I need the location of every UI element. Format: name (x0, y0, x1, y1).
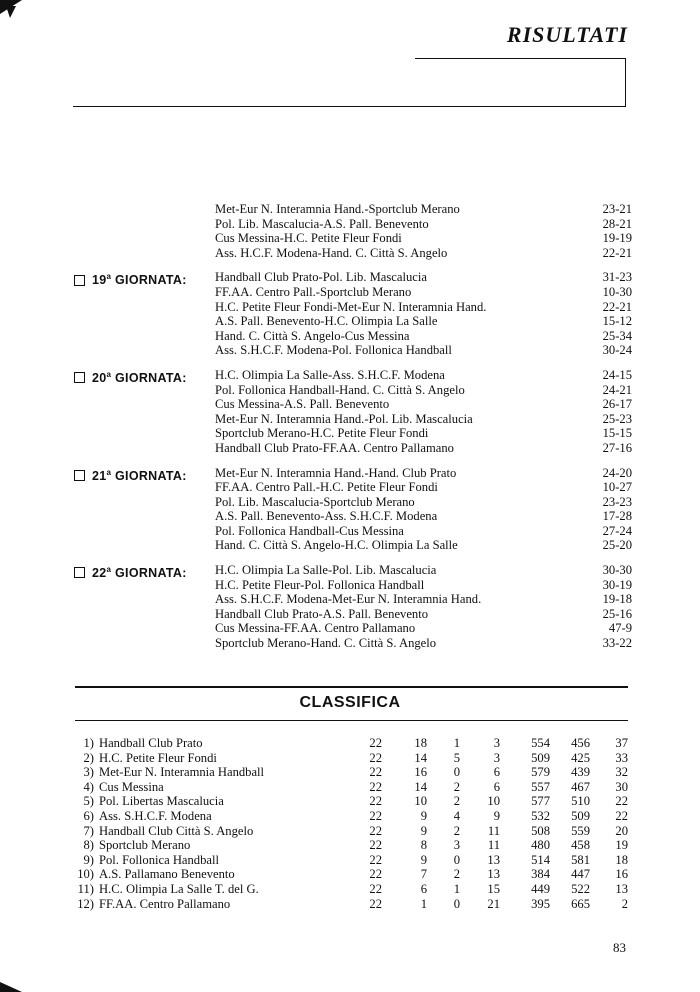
giornata-ordinal: a (106, 369, 112, 379)
match-score: 31-23 (602, 270, 632, 285)
standing-won: 14 (414, 779, 427, 794)
match-teams: H.C. Petite Fleur Fondi-Met-Eur N. Interamnia Hand. (215, 299, 487, 314)
standing-rank: 6) (83, 808, 94, 823)
standing-goals-for: 395 (531, 896, 550, 911)
checkbox-square-icon (74, 470, 85, 481)
standing-team: Ass. S.H.C.F. Modena (99, 808, 212, 823)
header-frame-top (415, 58, 626, 59)
standing-goals-for: 508 (531, 823, 550, 838)
giornata-label (74, 368, 187, 386)
standing-won: 16 (414, 765, 427, 780)
giornata-label (74, 563, 187, 581)
giornata-block (72, 368, 632, 456)
match-score: 28-21 (602, 216, 632, 231)
standing-team: Met-Eur N. Interamnia Handball (99, 765, 265, 780)
standing-won: 9 (420, 808, 427, 823)
giornata-ordinal: a (106, 272, 112, 282)
standing-goals-against: 458 (571, 838, 590, 853)
match-teams: A.S. Pall. Benevento-H.C. Olimpia La Salle (215, 314, 438, 329)
standing-won: 14 (414, 750, 427, 765)
standing-played: 22 (369, 852, 382, 867)
match-row (72, 426, 632, 441)
match-row (72, 217, 632, 232)
standing-played: 22 (369, 823, 382, 838)
match-score: 19-19 (602, 231, 632, 246)
classifica-title: CLASSIFICA (299, 694, 401, 711)
standing-rank: 4) (83, 779, 94, 794)
giornata-block (72, 270, 632, 358)
standing-played: 22 (369, 736, 382, 750)
classifica-rule-top (75, 686, 628, 688)
standing-goals-against: 447 (571, 867, 590, 882)
standing-points: 2 (621, 896, 628, 911)
standing-rank: 3) (83, 765, 94, 780)
standing-goals-against: 559 (571, 823, 590, 838)
standing-rank: 7) (83, 823, 94, 838)
standing-goals-against: 456 (571, 736, 590, 750)
standing-points: 13 (615, 881, 628, 896)
standing-points: 33 (615, 750, 628, 765)
match-teams: Ass. H.C.F. Modena-Hand. C. Città S. Angelo (215, 245, 448, 260)
standing-lost: 3 (493, 750, 500, 765)
standing-won: 9 (420, 852, 427, 867)
standing-drawn: 4 (453, 808, 460, 823)
giornata-label (74, 466, 187, 484)
match-score: 22-21 (602, 245, 632, 260)
standing-goals-against: 425 (571, 750, 590, 765)
giornata-word: GIORNATA: (111, 468, 187, 483)
page-header-title: RISULTATI (506, 22, 628, 47)
match-score: 24-21 (602, 382, 632, 397)
giornata-word: GIORNATA: (111, 566, 187, 581)
match-score: 24-20 (602, 465, 632, 480)
standing-goals-against: 467 (571, 779, 590, 794)
standing-rank: 12) (77, 896, 94, 911)
giornata-number: 19 (92, 273, 107, 288)
match-score: 27-16 (602, 440, 632, 455)
table-row (72, 809, 632, 824)
standing-goals-against: 665 (571, 896, 590, 911)
standing-played: 22 (369, 808, 382, 823)
standing-lost: 13 (487, 852, 500, 867)
standing-lost: 6 (493, 779, 500, 794)
standing-drawn: 3 (453, 838, 460, 853)
match-score: 30-30 (602, 563, 632, 578)
standing-goals-against: 510 (571, 794, 590, 809)
match-teams: Hand. C. Città S. Angelo-H.C. Olimpia La Salle (215, 538, 458, 553)
standing-goals-for: 532 (531, 808, 550, 823)
standing-points: 22 (615, 808, 628, 823)
standing-played: 22 (369, 838, 382, 853)
match-score: 19-18 (602, 592, 632, 607)
match-row (72, 495, 632, 510)
header-frame-bottom (73, 106, 626, 107)
match-teams: H.C. Olimpia La Salle-Pol. Lib. Mascalucia (215, 563, 437, 578)
giornata-ordinal: a (106, 565, 112, 575)
standing-team: H.C. Petite Fleur Fondi (99, 750, 217, 765)
standing-points: 19 (615, 838, 628, 853)
match-teams: Sportclub Merano-Hand. C. Città S. Angelo (215, 636, 437, 651)
checkbox-square-icon (74, 275, 85, 286)
standing-points: 22 (615, 794, 628, 809)
standing-rank: 1) (83, 736, 94, 750)
match-row (72, 509, 632, 524)
standing-drawn: 2 (453, 867, 460, 882)
standing-drawn: 2 (453, 794, 460, 809)
match-teams: Pol. Follonica Handball-Hand. C. Città S. Angelo (215, 382, 465, 397)
match-row (72, 636, 632, 651)
checkbox-square-icon (74, 567, 85, 578)
match-score: 25-23 (602, 411, 632, 426)
giornata-word: GIORNATA: (111, 371, 187, 386)
standing-points: 30 (615, 779, 628, 794)
match-score: 26-17 (602, 397, 632, 412)
match-row (72, 246, 632, 261)
match-score: 25-20 (602, 538, 632, 553)
standing-team: H.C. Olimpia La Salle T. del G. (99, 881, 259, 896)
standing-won: 18 (414, 736, 427, 750)
match-teams: Pol. Follonica Handball-Cus Messina (215, 523, 404, 538)
standing-team: Pol. Follonica Handball (99, 852, 219, 867)
match-teams: H.C. Petite Fleur-Pol. Follonica Handball (215, 577, 425, 592)
results-section (72, 202, 632, 661)
standing-goals-for: 480 (531, 838, 550, 853)
standing-goals-against: 439 (571, 765, 590, 780)
standing-lost: 11 (487, 838, 500, 853)
match-teams: H.C. Olimpia La Salle-Ass. S.H.C.F. Modena (215, 367, 445, 382)
standing-team: Handball Club Città S. Angelo (99, 823, 254, 838)
standing-drawn: 1 (453, 881, 460, 896)
standing-played: 22 (369, 794, 382, 809)
match-row (72, 441, 632, 456)
match-row (72, 607, 632, 622)
standing-team: FF.AA. Centro Pallamano (99, 896, 231, 911)
match-row (72, 397, 632, 412)
match-row (72, 621, 632, 636)
standing-won: 10 (414, 794, 427, 809)
match-teams: Cus Messina-A.S. Pall. Benevento (215, 397, 390, 412)
standing-drawn: 0 (453, 765, 460, 780)
standing-played: 22 (369, 867, 382, 882)
standing-team: Handball Club Prato (99, 736, 203, 750)
standing-goals-for: 579 (531, 765, 550, 780)
standing-rank: 11) (77, 881, 94, 896)
table-row (72, 765, 632, 780)
table-row (72, 794, 632, 809)
standing-goals-for: 554 (531, 736, 550, 750)
standing-points: 18 (615, 852, 628, 867)
giornata-ordinal: a (106, 467, 112, 477)
standing-goals-against: 522 (571, 881, 590, 896)
match-row (72, 202, 632, 217)
standing-drawn: 1 (453, 736, 460, 750)
standing-team: A.S. Pallamano Benevento (99, 867, 235, 882)
match-score: 25-16 (602, 606, 632, 621)
standing-drawn: 0 (453, 852, 460, 867)
match-row (72, 300, 632, 315)
table-row (72, 838, 632, 853)
match-row (72, 329, 632, 344)
standing-won: 7 (420, 867, 427, 882)
match-score: 47-9 (608, 621, 632, 636)
standing-points: 16 (615, 867, 628, 882)
match-score: 30-24 (602, 343, 632, 358)
standing-goals-for: 449 (531, 881, 550, 896)
standing-lost: 3 (493, 736, 500, 750)
standing-drawn: 0 (453, 896, 460, 911)
standing-lost: 10 (487, 794, 500, 809)
standing-drawn: 2 (453, 779, 460, 794)
corner-mark-bottom (0, 982, 22, 992)
giornata-block (72, 202, 632, 260)
standing-lost: 6 (493, 765, 500, 780)
match-row (72, 231, 632, 246)
standing-won: 8 (420, 838, 427, 853)
giornata-number: 21 (92, 468, 107, 483)
match-teams: Cus Messina-FF.AA. Centro Pallamano (215, 621, 416, 636)
standing-played: 22 (369, 779, 382, 794)
match-teams: Cus Messina-H.C. Petite Fleur Fondi (215, 231, 402, 246)
match-score: 30-19 (602, 577, 632, 592)
match-score: 15-12 (602, 314, 632, 329)
giornata-number: 22 (92, 566, 107, 581)
match-row (72, 524, 632, 539)
table-row (72, 824, 632, 839)
standing-won: 1 (420, 896, 427, 911)
standing-lost: 21 (487, 896, 500, 911)
match-teams: FF.AA. Centro Pall.-H.C. Petite Fleur Fondi (215, 480, 438, 495)
match-row (72, 343, 632, 358)
standing-rank: 8) (83, 838, 94, 853)
match-teams: Handball Club Prato-Pol. Lib. Mascalucia (215, 270, 427, 285)
checkbox-square-icon (74, 372, 85, 383)
standing-won: 6 (420, 881, 427, 896)
standing-rank: 9) (83, 852, 94, 867)
match-teams: FF.AA. Centro Pall.-Sportclub Merano (215, 284, 412, 299)
match-teams: Met-Eur N. Interamnia Hand.-Pol. Lib. Mascalucia (215, 411, 473, 426)
standing-goals-for: 384 (531, 867, 550, 882)
table-row (72, 867, 632, 882)
header-frame-right (625, 58, 626, 106)
match-teams: Met-Eur N. Interamnia Hand.-Sportclub Merano (215, 202, 460, 216)
table-row (72, 780, 632, 795)
standing-team: Pol. Libertas Mascalucia (99, 794, 224, 809)
standing-lost: 11 (487, 823, 500, 838)
match-teams: Hand. C. Città S. Angelo-Cus Messina (215, 328, 410, 343)
match-teams: Met-Eur N. Interamnia Hand.-Hand. Club Prato (215, 465, 457, 480)
match-score: 25-34 (602, 328, 632, 343)
match-teams: A.S. Pall. Benevento-Ass. S.H.C.F. Modena (215, 509, 438, 524)
match-teams: Pol. Lib. Mascalucia-Sportclub Merano (215, 494, 415, 509)
table-row (72, 853, 632, 868)
standing-played: 22 (369, 750, 382, 765)
giornata-number: 20 (92, 371, 107, 386)
standing-rank: 2) (83, 750, 94, 765)
standing-won: 9 (420, 823, 427, 838)
giornata-word: GIORNATA: (111, 273, 187, 288)
standing-lost: 13 (487, 867, 500, 882)
standing-rank: 5) (83, 794, 94, 809)
match-score: 10-30 (602, 284, 632, 299)
match-row (72, 592, 632, 607)
standing-goals-for: 577 (531, 794, 550, 809)
match-row (72, 412, 632, 427)
match-score: 23-21 (602, 202, 632, 216)
standing-points: 32 (615, 765, 628, 780)
match-teams: Ass. S.H.C.F. Modena-Met-Eur N. Interamnia Hand. (215, 592, 482, 607)
giornata-block (72, 563, 632, 651)
standing-goals-against: 509 (571, 808, 590, 823)
classifica-rule-bottom (75, 720, 628, 721)
match-teams: Handball Club Prato-A.S. Pall. Benevento (215, 606, 429, 621)
page-number: 83 (613, 940, 626, 955)
standing-lost: 9 (493, 808, 500, 823)
match-score: 23-23 (602, 494, 632, 509)
table-row (72, 882, 632, 897)
standing-goals-for: 509 (531, 750, 550, 765)
standing-points: 37 (615, 736, 628, 750)
standings-table (72, 736, 632, 911)
table-row (72, 736, 632, 751)
standing-drawn: 5 (453, 750, 460, 765)
match-score: 10-27 (602, 480, 632, 495)
standing-drawn: 2 (453, 823, 460, 838)
match-score: 15-15 (602, 426, 632, 441)
standing-lost: 15 (487, 881, 500, 896)
giornata-block (72, 466, 632, 554)
match-score: 22-21 (602, 299, 632, 314)
match-score: 33-22 (602, 636, 632, 651)
standing-points: 20 (615, 823, 628, 838)
match-score: 17-28 (602, 509, 632, 524)
standing-goals-against: 581 (571, 852, 590, 867)
standing-team: Sportclub Merano (99, 838, 191, 853)
standing-team: Cus Messina (99, 779, 164, 794)
table-row (72, 751, 632, 766)
standing-goals-for: 514 (531, 852, 550, 867)
standing-goals-for: 557 (531, 779, 550, 794)
standing-played: 22 (369, 896, 382, 911)
match-teams: Pol. Lib. Mascalucia-A.S. Pall. Benevento (215, 216, 429, 231)
match-teams: Ass. S.H.C.F. Modena-Pol. Follonica Handball (215, 343, 452, 358)
match-score: 24-15 (602, 367, 632, 382)
match-row (72, 538, 632, 553)
standing-rank: 10) (77, 867, 94, 882)
match-teams: Sportclub Merano-H.C. Petite Fleur Fondi (215, 426, 429, 441)
standing-played: 22 (369, 765, 382, 780)
table-row (72, 897, 632, 912)
match-row (72, 314, 632, 329)
standing-played: 22 (369, 881, 382, 896)
match-score: 27-24 (602, 523, 632, 538)
giornata-label (74, 270, 187, 288)
match-teams: Handball Club Prato-FF.AA. Centro Pallamano (215, 440, 454, 455)
